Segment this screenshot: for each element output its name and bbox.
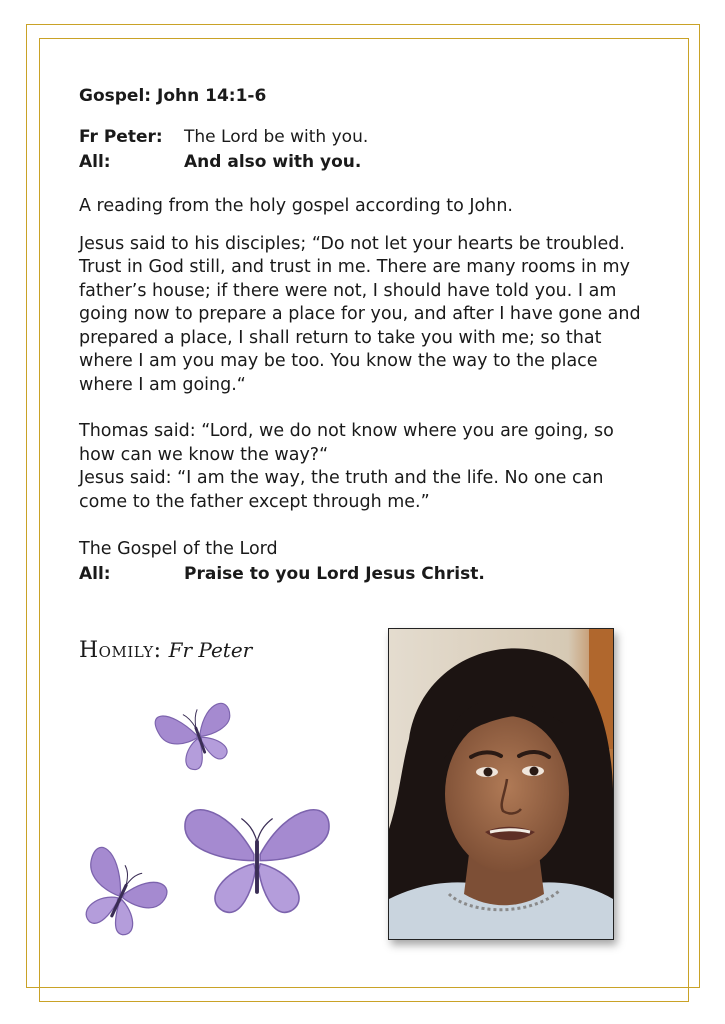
butterfly-icon (70, 838, 175, 948)
response-speaker: All: (79, 152, 111, 172)
response-row (79, 125, 659, 150)
response-speaker: All: (79, 563, 111, 584)
response-row (79, 562, 659, 587)
portrait-photo (388, 628, 614, 940)
passage-paragraph: Jesus said to his disciples; “Do not let your hearts be troubled. Trust in God still, and trust in me. There are many rooms in my father’s house; if there were not, I should have told you. I am going now to prepare a place for you, and after I have gone and prepared a place, I shall return to take you with me; so that where I am you may be too. You know the way to the place where I am going.“ (79, 233, 641, 395)
gospel-heading: Gospel: John 14:1-6 (79, 86, 267, 106)
butterfly-icon (150, 685, 245, 780)
passage-paragraph: Thomas said: “Lord, we do not know where you are going, so how can we know the way?“ (79, 421, 614, 465)
reading-intro: A reading from the holy gospel according to John. (79, 196, 513, 216)
homily-label: Homily: (79, 638, 162, 663)
homily-heading (79, 638, 252, 663)
butterfly-icon (178, 795, 336, 920)
response-speaker: Fr Peter: (79, 127, 163, 147)
response-line: Praise to you Lord Jesus Christ. (184, 563, 485, 584)
portrait-image (389, 629, 613, 939)
response-line: And also with you. (184, 152, 362, 172)
response-row (79, 150, 659, 175)
gospel-closing: The Gospel of the Lord (79, 539, 278, 559)
gospel-section (79, 86, 659, 587)
homily-speaker: Fr Peter (168, 638, 253, 662)
passage-paragraph: Jesus said: “I am the way, the truth and the life. No one can come to the father except through me.” (79, 468, 604, 512)
response-line: The Lord be with you. (184, 127, 369, 147)
